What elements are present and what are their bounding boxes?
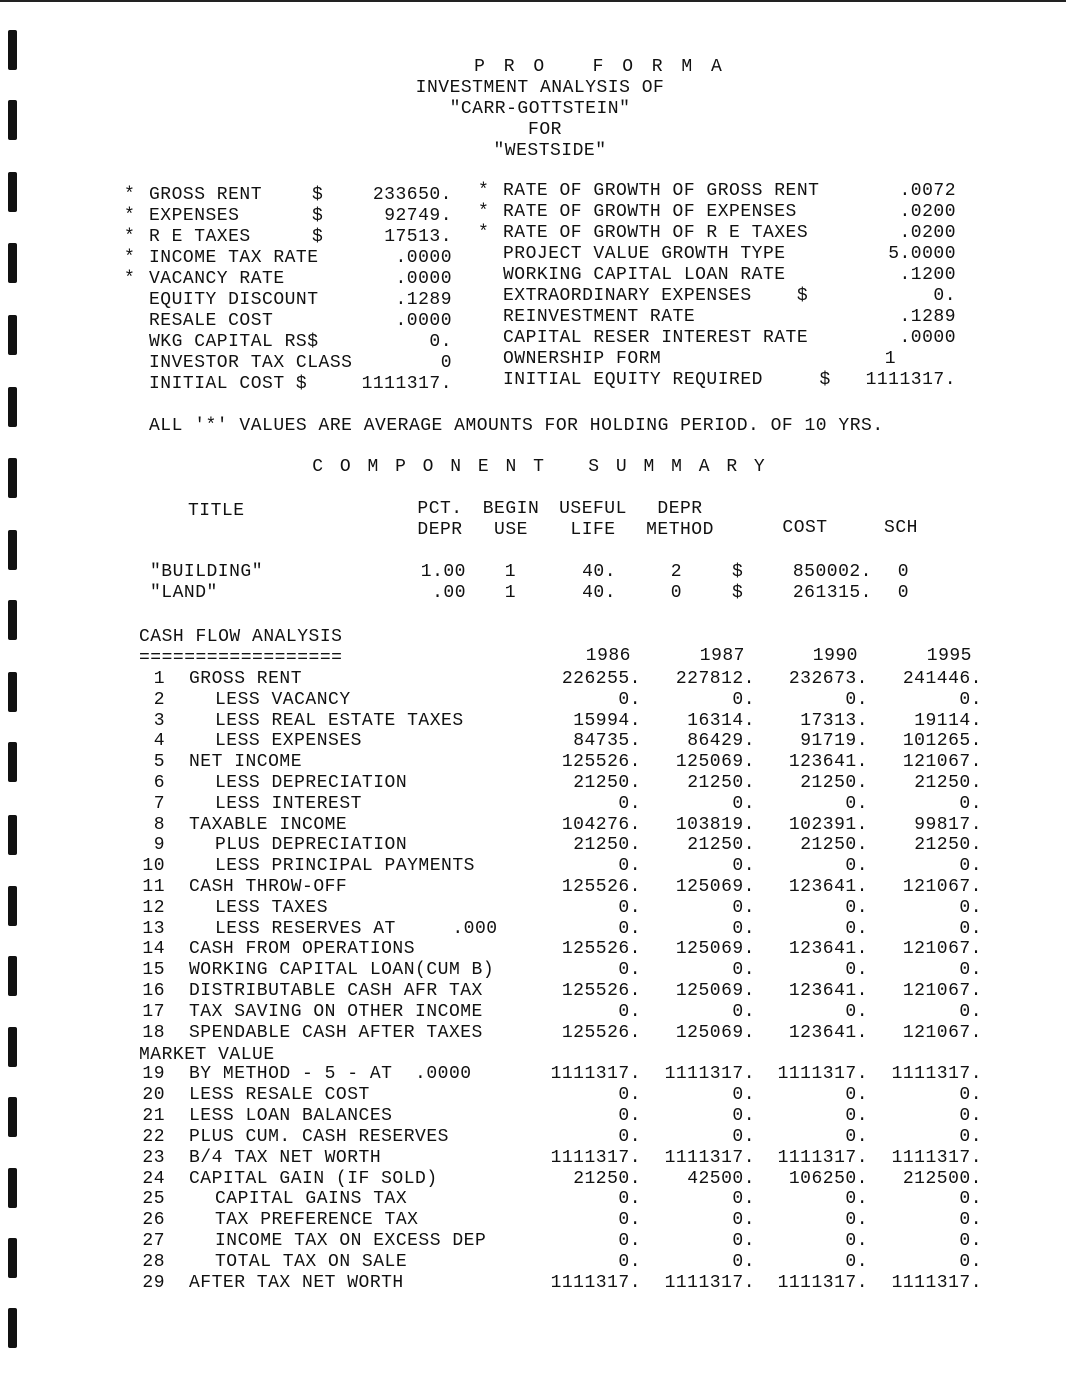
row-value: 99817. [914, 815, 982, 835]
row-value: 15994. [573, 711, 641, 731]
param-unit: $ [312, 227, 324, 247]
row-value: 0. [732, 1106, 755, 1126]
row-value: 101265. [902, 731, 982, 751]
row-value: 226255. [561, 669, 641, 689]
component-life: 40. [582, 583, 616, 603]
row-number: 12 [142, 898, 165, 918]
row-value: 1111317. [664, 1273, 755, 1293]
year-header: 1995 [926, 646, 972, 666]
row-value: 227812. [675, 669, 755, 689]
param-label: EQUITY DISCOUNT [149, 290, 319, 310]
row-label: LESS REAL ESTATE TAXES [215, 711, 464, 731]
row-value: 121067. [902, 752, 982, 772]
row-value: 0. [618, 1231, 641, 1251]
param-value: 92749. [384, 206, 452, 226]
component-sch: 0 [897, 583, 909, 603]
row-value: 0. [845, 1002, 868, 1022]
param-label: INITIAL COST $ [149, 374, 308, 394]
row-value: 0. [732, 1085, 755, 1105]
row-label: CASH FROM OPERATIONS [189, 939, 416, 959]
row-value: 0. [618, 1189, 641, 1209]
component-cost: 850002. [792, 562, 872, 582]
col-header-useful2: LIFE [570, 520, 616, 540]
row-value: 123641. [788, 877, 868, 897]
header-company: "CARR-GOTTSTEIN" [449, 99, 631, 119]
row-value: 0. [845, 919, 868, 939]
param-value: .1289 [899, 307, 956, 327]
row-label: LESS EXPENSES [215, 731, 362, 751]
component-unit: $ [732, 562, 744, 582]
row-label: LESS PRINCIPAL PAYMENTS [215, 856, 475, 876]
row-value: 0. [959, 1252, 982, 1272]
row-value: 0. [959, 856, 982, 876]
param-label: INCOME TAX RATE [149, 248, 319, 268]
row-value: 91719. [800, 731, 868, 751]
param-star: * [124, 185, 136, 205]
row-value: 21250. [573, 835, 641, 855]
row-number: 11 [142, 877, 165, 897]
param-value: .0000 [395, 269, 452, 289]
param-label: EXTRAORDINARY EXPENSES $ [503, 286, 809, 306]
punch-holes-strip [8, 30, 22, 1360]
punch-hole [8, 1308, 17, 1348]
row-value: 125526. [561, 877, 641, 897]
param-value: .0200 [899, 202, 956, 222]
row-value: 0. [618, 1210, 641, 1230]
component-begin: 1 [504, 583, 516, 603]
row-label: LESS INTEREST [215, 794, 362, 814]
param-label: RATE OF GROWTH OF EXPENSES [503, 202, 797, 222]
year-header: 1986 [585, 646, 631, 666]
row-number: 1 [153, 669, 165, 689]
row-value: 0. [732, 794, 755, 814]
row-value: 19114. [914, 711, 982, 731]
row-value: 0. [618, 1106, 641, 1126]
row-label: DISTRIBUTABLE CASH AFR TAX [189, 981, 483, 1001]
row-value: 0. [845, 856, 868, 876]
row-value: 123641. [788, 981, 868, 1001]
row-value: 0. [732, 1252, 755, 1272]
row-value: 0. [959, 1127, 982, 1147]
year-header: 1987 [699, 646, 745, 666]
col-header-begin2: USE [494, 520, 528, 540]
row-number: 6 [153, 773, 165, 793]
row-value: 0. [618, 1085, 641, 1105]
col-header-title: TITLE [188, 501, 245, 521]
param-value: 233650. [372, 185, 452, 205]
param-value: .0200 [899, 223, 956, 243]
param-label: RATE OF GROWTH OF R E TAXES [503, 223, 809, 243]
year-header: 1990 [812, 646, 858, 666]
row-value: 0. [959, 898, 982, 918]
row-number: 5 [153, 752, 165, 772]
row-value: 0. [845, 1085, 868, 1105]
punch-hole [8, 530, 17, 570]
row-value: 1111317. [891, 1064, 982, 1084]
row-value: 16314. [687, 711, 755, 731]
row-value: 125069. [675, 1023, 755, 1043]
row-number: 13 [142, 919, 165, 939]
row-value: 0. [732, 1189, 755, 1209]
row-label: AFTER TAX NET WORTH [189, 1273, 404, 1293]
row-value: 0. [845, 898, 868, 918]
row-value: 21250. [914, 773, 982, 793]
header-investment-analysis: INVESTMENT ANALYSIS OF [415, 78, 665, 98]
row-value: 0. [732, 856, 755, 876]
row-value: 212500. [902, 1169, 982, 1189]
param-value: 17513. [384, 227, 452, 247]
component-sch: 0 [897, 562, 909, 582]
row-number: 21 [142, 1106, 165, 1126]
row-value: 123641. [788, 939, 868, 959]
row-label: GROSS RENT [189, 669, 303, 689]
param-value: 5.0000 [888, 244, 956, 264]
row-value: 125526. [561, 981, 641, 1001]
row-value: 125526. [561, 939, 641, 959]
param-value: .0000 [395, 311, 452, 331]
param-star: * [478, 181, 490, 201]
row-value: 125526. [561, 1023, 641, 1043]
row-value: 86429. [687, 731, 755, 751]
row-value: 1111317. [891, 1148, 982, 1168]
col-header-sch: SCH [884, 518, 918, 538]
row-value: 121067. [902, 981, 982, 1001]
row-value: 1111317. [891, 1273, 982, 1293]
row-value: 0. [959, 1085, 982, 1105]
row-value: 241446. [902, 669, 982, 689]
row-label: WORKING CAPITAL LOAN(CUM B) [189, 960, 495, 980]
row-value: 0. [845, 690, 868, 710]
row-label: TAXABLE INCOME [189, 815, 348, 835]
row-value: 0. [618, 690, 641, 710]
row-value: 1111317. [550, 1064, 641, 1084]
row-value: 0. [732, 1231, 755, 1251]
row-value: 125526. [561, 752, 641, 772]
param-unit: $ [312, 206, 324, 226]
row-number: 2 [153, 690, 165, 710]
row-value: 1111317. [777, 1273, 868, 1293]
punch-hole [8, 600, 17, 640]
row-value: 42500. [687, 1169, 755, 1189]
row-value: 0. [845, 1231, 868, 1251]
row-value: 0. [732, 898, 755, 918]
row-value: 232673. [788, 669, 868, 689]
row-value: 0. [845, 1106, 868, 1126]
row-value: 0. [959, 960, 982, 980]
header-for: FOR [528, 120, 562, 140]
param-star: * [478, 202, 490, 222]
row-number: 14 [142, 939, 165, 959]
component-title: "BUILDING" [150, 562, 264, 582]
col-header-useful: USEFUL [559, 499, 627, 519]
param-label: REINVESTMENT RATE [503, 307, 696, 327]
row-number: 15 [142, 960, 165, 980]
row-number: 28 [142, 1252, 165, 1272]
row-value: 21250. [687, 773, 755, 793]
row-number: 10 [142, 856, 165, 876]
row-value: 0. [618, 1002, 641, 1022]
param-label: RESALE COST [149, 311, 274, 331]
row-number: 19 [142, 1064, 165, 1084]
row-value: 0. [959, 1189, 982, 1209]
row-value: 0. [845, 1210, 868, 1230]
row-value: 103819. [675, 815, 755, 835]
row-value: 21250. [687, 835, 755, 855]
row-value: 125069. [675, 939, 755, 959]
row-value: 106250. [788, 1169, 868, 1189]
row-number: 25 [142, 1189, 165, 1209]
component-pct: .00 [432, 583, 466, 603]
row-value: 0. [845, 1127, 868, 1147]
cash-flow-underline: ================== [139, 648, 343, 668]
row-label: LESS TAXES [215, 898, 329, 918]
col-header-depr2: METHOD [646, 520, 714, 540]
row-label: TAX SAVING ON OTHER INCOME [189, 1002, 483, 1022]
row-value: 0. [845, 1252, 868, 1272]
row-label: PLUS CUM. CASH RESERVES [189, 1127, 449, 1147]
row-number: 23 [142, 1148, 165, 1168]
param-label: EXPENSES [149, 206, 240, 226]
row-value: 21250. [573, 773, 641, 793]
col-header-depr: DEPR [657, 499, 703, 519]
row-number: 24 [142, 1169, 165, 1189]
component-title: "LAND" [150, 583, 218, 603]
punch-hole [8, 30, 17, 70]
row-value: 84735. [573, 731, 641, 751]
row-value: 0. [732, 690, 755, 710]
param-label: INITIAL EQUITY REQUIRED $ [503, 370, 831, 390]
param-star: * [124, 248, 136, 268]
col-header-pct: PCT. [417, 499, 463, 519]
row-value: 0. [618, 1127, 641, 1147]
param-label: OWNERSHIP FORM [503, 349, 662, 369]
component-method: 0 [670, 583, 682, 603]
param-value: 0. [933, 286, 956, 306]
row-label: LESS RESALE COST [189, 1085, 370, 1105]
cash-flow-heading: CASH FLOW ANALYSIS [139, 627, 343, 647]
param-value: 0 [440, 353, 452, 373]
row-label: NET INCOME [189, 752, 303, 772]
row-value: 0. [959, 919, 982, 939]
row-number: 9 [153, 835, 165, 855]
component-pct: 1.00 [420, 562, 466, 582]
row-value: 121067. [902, 877, 982, 897]
row-value: 125069. [675, 752, 755, 772]
param-value: 1 [884, 349, 896, 369]
row-value: 121067. [902, 1023, 982, 1043]
row-number: 20 [142, 1085, 165, 1105]
row-number: 17 [142, 1002, 165, 1022]
row-label: LESS LOAN BALANCES [189, 1106, 393, 1126]
punch-hole [8, 815, 17, 855]
row-label: LESS DEPRECIATION [215, 773, 408, 793]
param-label: CAPITAL RESER INTEREST RATE [503, 328, 809, 348]
component-unit: $ [732, 583, 744, 603]
punch-hole [8, 315, 17, 355]
row-number: 27 [142, 1231, 165, 1251]
component-begin: 1 [504, 562, 516, 582]
row-value: 17313. [800, 711, 868, 731]
row-value: 104276. [561, 815, 641, 835]
param-star: * [124, 269, 136, 289]
punch-hole [8, 886, 17, 926]
row-label: BY METHOD - 5 - AT .0000 [189, 1064, 472, 1084]
param-value: .0000 [899, 328, 956, 348]
row-value: 21250. [573, 1169, 641, 1189]
punch-hole [8, 458, 17, 498]
punch-hole [8, 742, 17, 782]
row-value: 21250. [800, 835, 868, 855]
param-unit: $ [312, 185, 324, 205]
param-value: .0072 [899, 181, 956, 201]
row-label: B/4 TAX NET WORTH [189, 1148, 382, 1168]
row-value: 0. [618, 1252, 641, 1272]
punch-hole [8, 100, 17, 140]
row-value: 0. [959, 1231, 982, 1251]
punch-hole [8, 1097, 17, 1137]
punch-hole [8, 1027, 17, 1067]
component-life: 40. [582, 562, 616, 582]
row-number: 29 [142, 1273, 165, 1293]
row-value: 0. [959, 1106, 982, 1126]
row-number: 7 [153, 794, 165, 814]
header-property: "WESTSIDE" [493, 141, 607, 161]
row-value: 0. [959, 1002, 982, 1022]
param-value: .1200 [899, 265, 956, 285]
punch-hole [8, 387, 17, 427]
row-value: 1111317. [777, 1064, 868, 1084]
param-value: .0000 [395, 248, 452, 268]
row-value: 0. [618, 794, 641, 814]
param-label: RATE OF GROWTH OF GROSS RENT [503, 181, 820, 201]
row-value: 0. [959, 690, 982, 710]
row-label: CAPITAL GAIN (IF SOLD) [189, 1169, 438, 1189]
punch-hole [8, 172, 17, 212]
row-value: 21250. [800, 773, 868, 793]
row-value: 0. [732, 1127, 755, 1147]
row-label: SPENDABLE CASH AFTER TAXES [189, 1023, 483, 1043]
row-number: 26 [142, 1210, 165, 1230]
row-value: 1111317. [550, 1273, 641, 1293]
row-value: 102391. [788, 815, 868, 835]
row-value: 0. [845, 794, 868, 814]
param-star: * [478, 223, 490, 243]
row-number: 22 [142, 1127, 165, 1147]
row-value: 125069. [675, 981, 755, 1001]
param-label: GROSS RENT [149, 185, 263, 205]
row-value: 123641. [788, 1023, 868, 1043]
row-value: 1111317. [664, 1148, 755, 1168]
param-value: 1111317. [361, 374, 452, 394]
col-header-cost: COST [782, 518, 828, 538]
param-label: R E TAXES [149, 227, 251, 247]
row-value: 21250. [914, 835, 982, 855]
row-number: 4 [153, 731, 165, 751]
averages-note: ALL '*' VALUES ARE AVERAGE AMOUNTS FOR HOLDING PERIOD. OF 10 YRS. [149, 416, 884, 436]
row-value: 123641. [788, 752, 868, 772]
param-star: * [124, 227, 136, 247]
market-value-label: MARKET VALUE [139, 1045, 275, 1065]
component-cost: 261315. [792, 583, 872, 603]
component-summary-heading: C O M P O N E N T S U M M A R Y [312, 457, 768, 477]
param-label: WKG CAPITAL RS$ [149, 332, 319, 352]
punch-hole [8, 243, 17, 283]
param-label: WORKING CAPITAL LOAN RATE [503, 265, 786, 285]
punch-hole [8, 1238, 17, 1278]
row-number: 16 [142, 981, 165, 1001]
header-pro-forma: P R O F O R M A [474, 57, 726, 77]
row-value: 125069. [675, 877, 755, 897]
row-value: 0. [618, 919, 641, 939]
row-value: 0. [732, 919, 755, 939]
row-label: LESS RESERVES AT .000 [215, 919, 498, 939]
param-star: * [124, 206, 136, 226]
row-value: 121067. [902, 939, 982, 959]
param-value: .1289 [395, 290, 452, 310]
row-value: 0. [618, 898, 641, 918]
row-label: TOTAL TAX ON SALE [215, 1252, 408, 1272]
param-label: PROJECT VALUE GROWTH TYPE [503, 244, 786, 264]
row-value: 0. [732, 1002, 755, 1022]
punch-hole [8, 1168, 17, 1208]
component-method: 2 [670, 562, 682, 582]
row-label: CASH THROW-OFF [189, 877, 348, 897]
row-value: 0. [732, 1210, 755, 1230]
row-value: 0. [845, 960, 868, 980]
row-number: 3 [153, 711, 165, 731]
row-number: 8 [153, 815, 165, 835]
top-edge-line [0, 0, 1066, 2]
col-header-pct2: DEPR [417, 520, 463, 540]
row-value: 1111317. [777, 1148, 868, 1168]
punch-hole [8, 956, 17, 996]
param-label: INVESTOR TAX CLASS [149, 353, 353, 373]
param-label: VACANCY RATE [149, 269, 285, 289]
param-value: 0. [429, 332, 452, 352]
punch-hole [8, 672, 17, 712]
row-value: 0. [618, 856, 641, 876]
row-value: 0. [845, 1189, 868, 1209]
row-label: PLUS DEPRECIATION [215, 835, 408, 855]
row-value: 0. [618, 960, 641, 980]
row-number: 18 [142, 1023, 165, 1043]
col-header-begin: BEGIN [482, 499, 540, 519]
param-value: 1111317. [865, 370, 956, 390]
row-value: 0. [959, 794, 982, 814]
row-label: INCOME TAX ON EXCESS DEP [215, 1231, 487, 1251]
row-label: LESS VACANCY [215, 690, 351, 710]
row-value: 1111317. [664, 1064, 755, 1084]
row-value: 0. [732, 960, 755, 980]
row-label: CAPITAL GAINS TAX [215, 1189, 408, 1209]
row-label: TAX PREFERENCE TAX [215, 1210, 419, 1230]
row-value: 0. [959, 1210, 982, 1230]
row-value: 1111317. [550, 1148, 641, 1168]
